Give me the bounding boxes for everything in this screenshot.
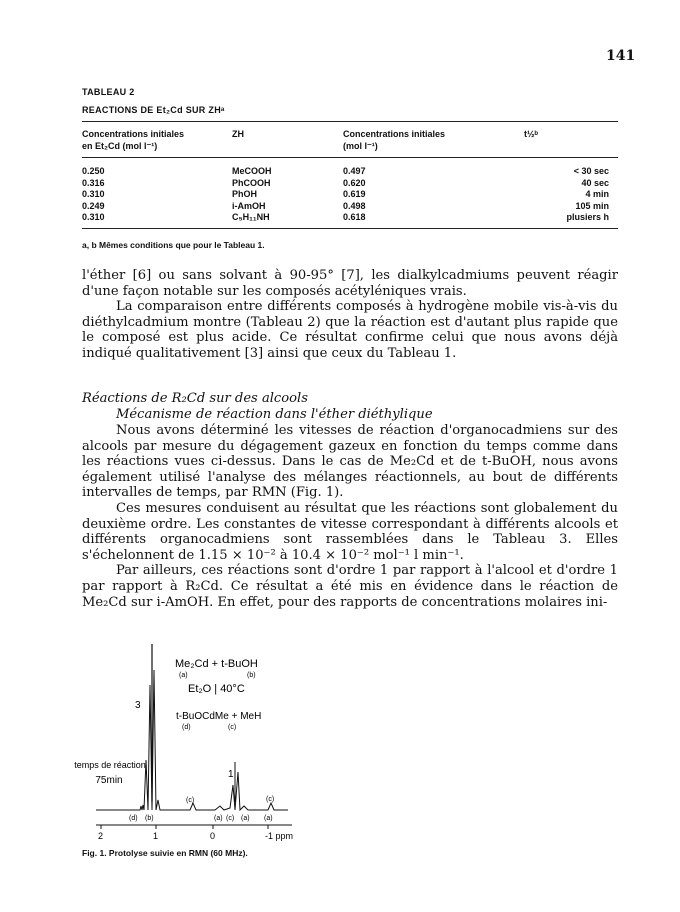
table-cell: 0.310 <box>82 189 105 199</box>
axis-tick-label: 2 <box>98 831 104 841</box>
table-header-conc <box>343 128 445 152</box>
peak-label: (b) <box>145 815 154 822</box>
section-heading: Réactions de R₂Cd sur des alcools <box>82 391 308 406</box>
page-number: 141 <box>606 48 636 64</box>
table-cell: PhOH <box>232 189 258 199</box>
table-column-conc <box>343 166 366 224</box>
paragraph-block-2 <box>82 423 618 610</box>
time-label: temps de réaction <box>74 760 146 770</box>
table-cell: 0.497 <box>343 166 366 176</box>
axis-tick-label: 1 <box>153 831 159 841</box>
table-cell: 0.250 <box>82 166 105 176</box>
table-cell: i-AmOH <box>232 200 266 211</box>
table-cell: MeCOOH <box>232 166 272 176</box>
table-cell: 0.620 <box>343 177 366 188</box>
label-a: (a) <box>179 672 188 679</box>
nmr-spectrum-figure <box>0 640 680 848</box>
table-cell: PhCOOH <box>232 177 271 188</box>
table-cell: 0.310 <box>82 212 105 222</box>
table-cell: 0.619 <box>343 189 366 199</box>
table-header-half-life: t½ᵇ <box>524 129 539 139</box>
label-b: (b) <box>247 672 256 679</box>
paragraph: Nous avons déterminé les vitesses de réaction d'organocadmiens sur des alcools par mesure du dégagement gazeux en fonction du temps comme dans les réactions vues ci-dessus. Dans le cas de Me₂Cd et de t-BuOH, nous avons également utilisé l'analyse des mélanges réactionnels, au bout de différents intervalles de temps, par RMN (Fig. 1). <box>82 423 618 501</box>
table-cell: 4 min <box>585 189 609 199</box>
header-text: Concentrations initiales <box>343 129 446 139</box>
trace-label-3: 3 <box>135 700 141 711</box>
peak-label: (c) <box>266 796 275 803</box>
peak-label: (a) <box>214 815 223 822</box>
table-cell: plusiers h <box>566 212 609 222</box>
header-text: (mol l⁻¹) <box>343 141 378 151</box>
table-cell: < 30 sec <box>573 166 609 176</box>
paragraph-block-1 <box>82 268 618 362</box>
reaction-conditions: Et₂O | 40°C <box>188 683 245 695</box>
peak-label: (a) <box>264 815 273 822</box>
reaction-products: t-BuOCdMe + MeH <box>176 711 262 722</box>
peak-label: (a) <box>241 815 250 822</box>
paragraph: Par ailleurs, ces réactions sont d'ordre 1 par rapport à l'alcool et d'ordre 1 par rapport à R₂Cd. Ce résultat a été mis en évidence dans le réaction de Me₂Cd sur i-AmOH. En effet, pour des rapports de concentrations molaires ini- <box>82 563 618 610</box>
table-column-half-life <box>566 166 609 224</box>
table-cell: C₅H₁₁NH <box>232 212 270 222</box>
table-header-et2cd <box>82 128 184 152</box>
table-cell: 0.498 <box>343 200 366 211</box>
peak-label: (c) <box>186 797 195 804</box>
figure-caption: Fig. 1. Protolyse suivie en RMN (60 MHz). <box>82 848 248 858</box>
header-text: en Et₂Cd (mol l⁻¹) <box>82 141 158 151</box>
table-column-zh <box>232 166 272 224</box>
header-text: Concentrations initiales <box>82 129 185 139</box>
paragraph: l'éther [6] ou sans solvant à 90-95° [7], les dialkylcadmiums peuvent réagir d'une façon notable sur les composés acétyléniques vrais. <box>82 268 618 299</box>
table-cell: 40 sec <box>581 177 609 188</box>
table-cell: 0.249 <box>82 200 105 211</box>
time-value: 75min <box>95 775 123 786</box>
table-title: REACTIONS DE Et₂Cd SUR ZHᵃ <box>82 105 225 115</box>
subsection-heading: Mécanisme de réaction dans l'éther diéthylique <box>116 407 433 422</box>
label-c: (c) <box>228 724 237 731</box>
axis-tick-label: -1 ppm <box>265 831 294 841</box>
label-d: (d) <box>182 724 191 731</box>
table-header-zh: ZH <box>232 129 244 139</box>
table-cell: 0.618 <box>343 212 366 222</box>
table-cell: 0.316 <box>82 177 105 188</box>
paragraph: La comparaison entre différents composés à hydrogène mobile vis-à-vis du diéthylcadmium montre (Tableau 2) que la réaction est d'autant plus rapide que le composé est plus acide. Ce résultat confirme celui que nous avons déjà indiqué qualitativement [3] ainsi que ceux du Tableau 1. <box>82 299 618 361</box>
table-header-rule <box>82 157 618 158</box>
table-footnote: a, b Mêmes conditions que pour le Tableau 1. <box>82 240 265 250</box>
trace-label-1: 1 <box>228 769 234 780</box>
table-label: TABLEAU 2 <box>82 87 135 97</box>
peak-label: (d) <box>129 815 138 822</box>
paragraph: Ces mesures conduisent au résultat que les réactions sont globalement du deuxième ordre. Les constantes de vitesse correspondant à différents alcools et différents organocadmiens sont rassemblées dans le Tableau 3. Elles s'échelonnent de 1.15 × 10⁻² à 10.4 × 10⁻² mol⁻¹ l min⁻¹. <box>82 500 618 563</box>
table-top-rule <box>82 121 618 122</box>
table-bottom-rule <box>82 228 618 229</box>
peak-label: (c) <box>226 815 235 822</box>
axis-ticks <box>98 825 293 841</box>
axis-tick-label: 0 <box>210 831 216 841</box>
table-cell: 105 min <box>575 200 609 211</box>
table-column-et2cd <box>82 166 105 224</box>
reaction-reactants: Me₂Cd + t-BuOH <box>175 658 258 670</box>
